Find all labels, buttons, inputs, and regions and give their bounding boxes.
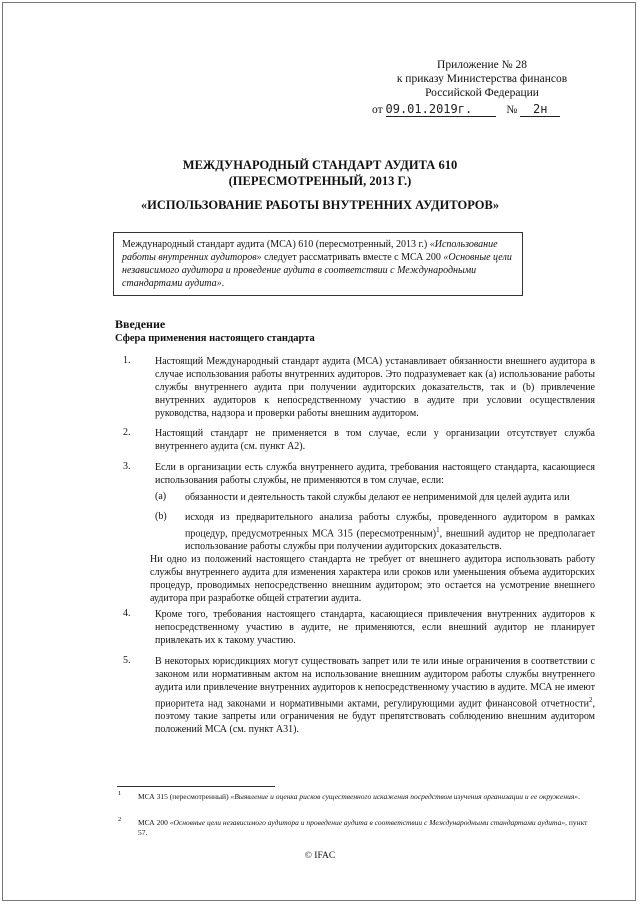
appendix-header (372, 58, 592, 100)
footnote-2-end: , пункт 57. (138, 818, 588, 837)
footnote-ref-2: 2 (589, 696, 593, 704)
footnote-1-mark: 1 (118, 790, 122, 797)
paragraph-4: Кроме того, требования настоящего стандарта, касающиеся привлечения внутренних аудиторов к непосредственному участию в аудите, не применяются, если внешний аудитор не планирует привлекать их к такому участию. (155, 609, 595, 646)
paragraph-1-number: 1. (123, 355, 131, 366)
copyright-footer: © IFAC (304, 851, 336, 861)
order-prefix: от (372, 104, 383, 116)
footnote-2-mark: 2 (118, 816, 122, 823)
paragraph-4-number: 4. (123, 608, 131, 619)
paragraph-3: Если в организации есть служба внутреннего аудита, требования настоящего стандарта, касающиеся использования работы службы, не применяются в том случае, если: (155, 462, 595, 486)
title-line-2: (ПЕРЕСМОТРЕННЫЙ, 2013 Г.) (228, 174, 412, 188)
footnote-1-text: МСА 315 (пересмотренный) (138, 792, 231, 801)
section-subheading: Сфера применения настоящего стандарта (115, 333, 315, 344)
footnote-rule (117, 786, 275, 787)
footnote-2-text: МСА 200 (138, 818, 170, 827)
intro-text-2: «Использование работы внутренних аудиторов» (122, 239, 498, 263)
order-line (372, 102, 602, 117)
footnote-2 (138, 818, 598, 838)
order-number-label: № (506, 104, 518, 116)
paragraph-5-number: 5. (123, 655, 131, 666)
footnote-1 (138, 792, 598, 802)
appendix-federation: Российской Федерации (425, 87, 539, 99)
intro-text-3: следует рассматривать вместе с МСА 200 (261, 252, 444, 263)
paragraph-1: Настоящий Международный стандарт аудита (МСА) устанавливает обязанности внешнего аудитора в случае использования работы внутренних аудиторов. Это подразумевает как (а) использование работы службы внутреннего аудита при получении аудиторских доказательств, так и (b) привлечение внутренних аудиторов к непосредственному участию в аудите при условии осуществления руководства, надзора и проверки работы внешним аудитором. (155, 356, 595, 419)
order-date: 09.01.2019г. (386, 102, 496, 117)
paragraph-5-text-1: В некоторых юрисдикциях могут существовать запрет или те или иные ограничения в соответствии с законом или нормативным актом на использование внешним аудитором работы службы внутреннего аудита или привлечение внутренних аудиторов к непосредственному участию в аудите. МСА не имеют приоритета над законами и нормативными актами, регулирующими аудит финансовой отчетности (155, 656, 595, 710)
paragraph-5 (155, 655, 595, 736)
intro-box (113, 232, 523, 296)
intro-text-4: «Основные цели независимого аудитора и проведение аудита в соответствии с Международными стандартами аудита» (122, 252, 512, 289)
appendix-order-ref: к приказу Министерства финансов (396, 73, 568, 85)
footnote-1-end: . (578, 792, 580, 801)
item-b-text-1: исходя из предварительного анализа работы службы, проведенного аудитором в рамках процедур, предусмотренных МСА 315 (пересмотренным) (185, 512, 595, 540)
paragraph-2-number: 2. (123, 427, 131, 438)
item-b (185, 511, 595, 553)
footnote-1-title: «Выявление и оценка рисков существенного искажения посредством изучения организации и ее окружения» (230, 792, 579, 801)
intro-text-5: . (221, 278, 225, 289)
item-b-text-2: , внешний аудитор не предполагает использование работы службы при получении аудиторских доказательств. (185, 528, 595, 553)
footnote-ref-1: 1 (436, 526, 440, 534)
item-a: обязанности и деятельность такой службы делают ее неприменимой для целей аудита или (185, 492, 570, 503)
appendix-number: Приложение № 28 (437, 59, 527, 71)
paragraph-3-number: 3. (123, 461, 131, 472)
paragraph-5-text-2: , поэтому такие запреты или ограничения не будут препятствовать соблюдению внешним аудитором положений МСА (см. пункт А31). (155, 698, 595, 736)
document-title (80, 157, 560, 213)
intro-text-1: Международный стандарт аудита (МСА) 610 (пересмотренный, 2013 г.) (122, 239, 430, 250)
paragraph-2: Настоящий стандарт не применяется в том случае, если у организации отсутствует служба внутреннего аудита (см. пункт А2). (155, 428, 595, 452)
section-heading: Введение (115, 317, 166, 331)
paragraph-3-tail: Ни одно из положений настоящего стандарта не требует от внешнего аудитора использовать работу службы внутреннего аудита для изменения характера или сроков или уменьшения объема аудиторских процедур, проводимых непосредственно внешним аудитором; это остается на усмотрение внешнего аудитора при разработке общей стратегии аудита. (150, 554, 595, 604)
item-b-label: (b) (155, 511, 167, 522)
item-a-label: (a) (155, 491, 167, 502)
title-line-1: МЕЖДУНАРОДНЫЙ СТАНДАРТ АУДИТА 610 (182, 158, 458, 172)
footnote-2-title: «Основные цели независимого аудитора и проведение аудита в соответствии с Международными стандартами аудита» (169, 818, 566, 827)
order-number: 2н (520, 102, 560, 117)
title-line-3: «ИСПОЛЬЗОВАНИЕ РАБОТЫ ВНУТРЕННИХ АУДИТОРОВ» (140, 198, 500, 212)
